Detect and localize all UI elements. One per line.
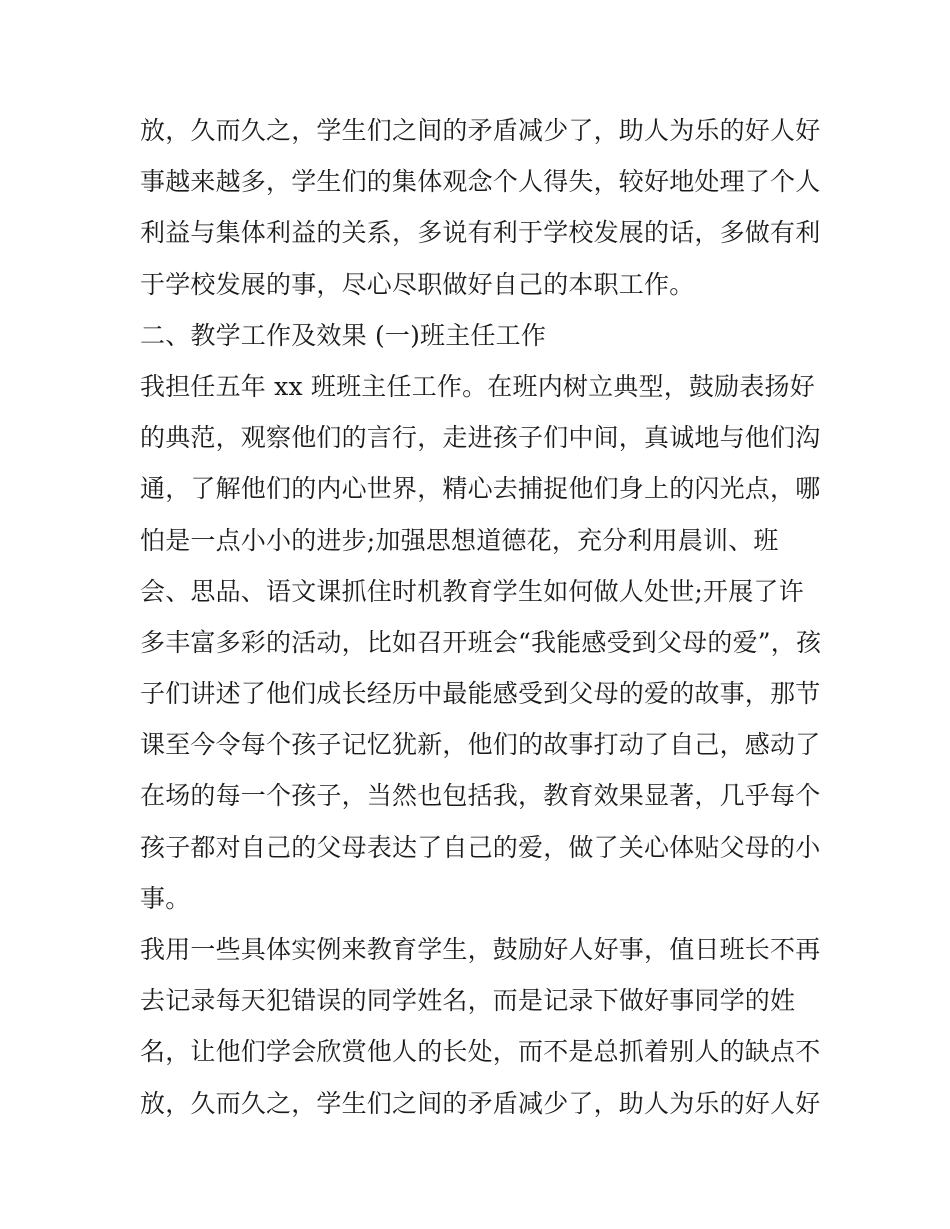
text-line: 放，久而久之，学生们之间的矛盾减少了，助人为乐的好人好 xyxy=(140,1088,821,1118)
text-line: 多丰富多彩的活动，比如召开班会“我能感受到父母的爱”，孩 xyxy=(140,627,822,657)
text-line: 的典范，观察他们的言行，走进孩子们中间，真诚地与他们沟 xyxy=(140,423,821,453)
text-line: 利益与集体利益的关系，多说有利于学校发展的话，多做有利 xyxy=(140,218,821,248)
text-line: 去记录每天犯错误的同学姓名，而是记录下做好事同学的姓 xyxy=(140,986,796,1016)
section-heading: 二、教学工作及效果 (一)班主任工作 xyxy=(140,320,547,350)
text-line: 在场的每一个孩子，当然也包括我，教育效果显著，几乎每个 xyxy=(140,781,821,811)
text-line: 孩子都对自己的父母表达了自己的爱，做了关心体贴父母的小 xyxy=(140,832,821,862)
text-line: 通，了解他们的内心世界，精心去捕捉他们身上的闪光点，哪 xyxy=(140,474,821,504)
text-line: 子们讲述了他们成长经历中最能感受到父母的爱的故事，那节 xyxy=(140,679,821,709)
text-line: 事。 xyxy=(140,883,191,913)
text-line: 会、思品、语文课抓住时机教育学生如何做人处世;开展了许 xyxy=(140,576,804,606)
body-text xyxy=(140,105,820,1129)
text-line: 我担任五年 xx 班班主任工作。在班内树立典型，鼓励表扬好 xyxy=(140,371,815,401)
text-line: 怕是一点小小的进步;加强思想道德花，充分利用晨训、班 xyxy=(140,525,779,555)
text-line: 我用一些具体实例来教育学生，鼓励好人好事，值日班长不再 xyxy=(140,935,821,964)
text-line: 课至今令每个孩子记忆犹新，他们的故事打动了自己，感动了 xyxy=(140,730,821,760)
text-line: 事越来越多，学生们的集体观念个人得失，较好地处理了个人 xyxy=(140,167,821,197)
text-line: 于学校发展的事，尽心尽职做好自己的本职工作。 xyxy=(140,269,695,299)
text-line: 放，久而久之，学生们之间的矛盾减少了，助人为乐的好人好 xyxy=(140,116,821,145)
text-line: 名，让他们学会欣赏他人的长处，而不是总抓着别人的缺点不 xyxy=(140,1037,821,1067)
